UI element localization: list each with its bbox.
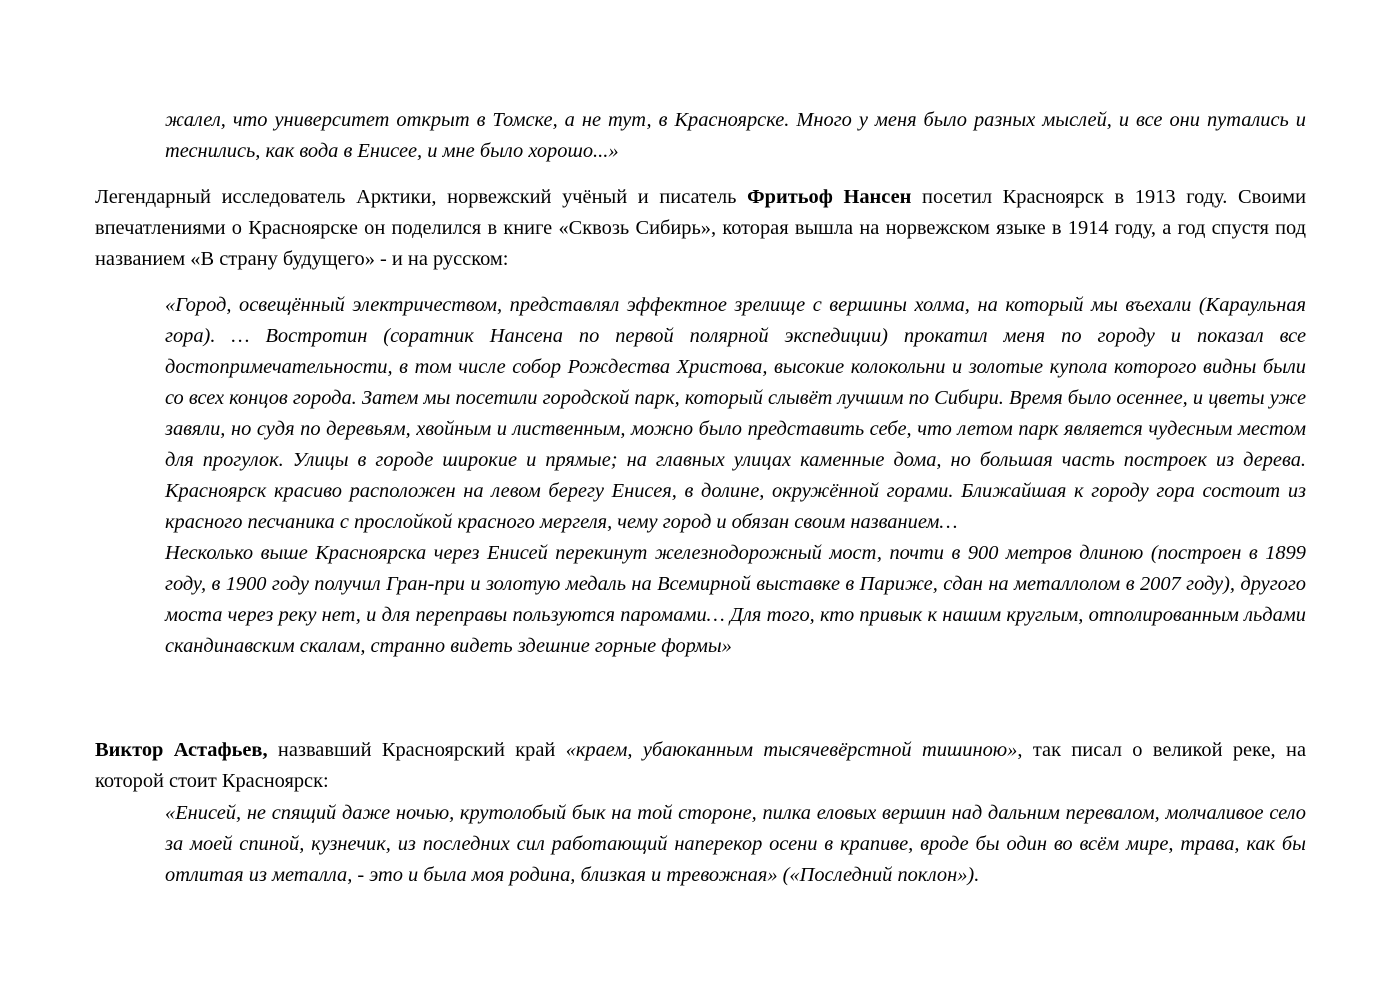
paragraph-nansen-rest: посетил Красноярск в 1913 году. Своими впечатлениями о Красноярске он поделился в книге «Сквозь Сибирь», которая вышла на норвежском языке в 1914 году, а год спустя под названием «В страну будущего» - и на русском: bbox=[95, 186, 1306, 270]
astafiev-name: Виктор Астафьев, bbox=[95, 739, 268, 761]
paragraph-nansen bbox=[95, 182, 1306, 275]
paragraph-astafiev-rest: , так писал о великой реке, на которой стоит Красноярск: bbox=[95, 739, 1306, 792]
nansen-name: Фритьоф Нансен bbox=[747, 186, 912, 208]
quote-astafiev bbox=[165, 798, 1306, 891]
astafiev-epithet: «краем, убаюканным тысячевёрстной тишиною» bbox=[565, 739, 1018, 761]
quote-astafiev-text: «Енисей, не спящий даже ночью, крутолобый бык на той стороне, пилка еловых вершин над дальним перевалом, молчаливое село за моей спиной, кузнечик, из последних сил работающий наперекор осени в крапиве, вроде бы один во всём мире, трава, как бы отлитая из металла, - это и была моя родина, близкая и тревожная» («Последний поклон»). bbox=[165, 802, 1306, 886]
quote-nansen-part1: «Город, освещённый электричеством, представлял эффектное зрелище с вершины холма, на который мы въехали (Караульная гора). … Востротин (соратник Нансена по первой полярной экспедиции) прокатил меня по городу и показал все достопримечательности, в том числе собор Рождества Христова, высокие колокольни и золотые купола которого видны были со всех концов города. Затем мы посетили городской парк, который слывёт лучшим по Сибири. Время было осеннее, и цветы уже завяли, но судя по деревьям, хвойным и лиственным, можно было представить себе, что летом парк является чудесным местом для прогулок. Улицы в городе широкие и прямые; на главных улицах каменные дома, но большая часть построек из дерева. Красноярск красиво расположен на левом берегу Енисея, в долине, окружённой горами. Ближайшая к городу гора состоит из красного песчаника с прослойкой красного мергеля, чему город и обязан своим названием… bbox=[165, 294, 1306, 533]
quote-nansen-part2: Несколько выше Красноярска через Енисей перекинут железнодорожный мост, почти в 900 метров длиною (построен в 1899 году, в 1900 году получил Гран-при и золотую медаль на Всемирной выставке в Париже, сдан на металлолом в 2007 году), другого моста через реку нет, и для переправы пользуются паромами… Для того, кто привык к нашим круглым, отполированным льдами скандинавским скалам, странно видеть здешние горные формы» bbox=[165, 542, 1306, 657]
quote-tomsk bbox=[165, 105, 1306, 167]
paragraph-nansen-intro: Легендарный исследователь Арктики, норвежский учёный и писатель bbox=[95, 186, 748, 208]
quote-tomsk-text: жалел, что университет открыт в Томске, а не тут, в Красноярске. Много у меня было разных мыслей, и все они путались и теснились, как вода в Енисее, и мне было хорошо...» bbox=[165, 109, 1306, 162]
paragraph-astafiev bbox=[95, 735, 1306, 797]
quote-nansen bbox=[165, 290, 1306, 662]
paragraph-astafiev-middle: назвавший Красноярский край bbox=[267, 739, 566, 761]
